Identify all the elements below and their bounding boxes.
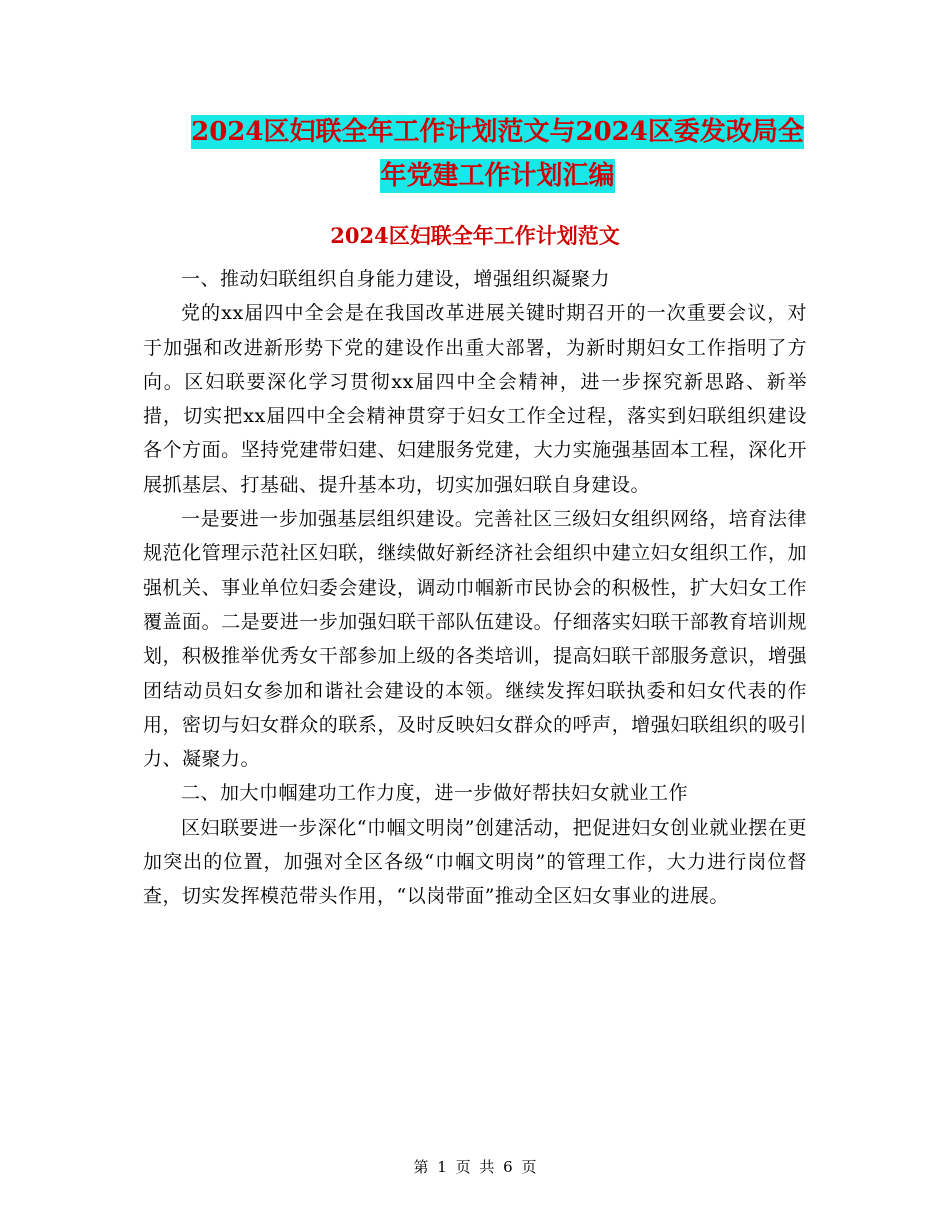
page-footer: 第 1 页 共 6 页 — [413, 1158, 537, 1176]
body-paragraph: 一、推动妇联组织自身能力建设，增强组织凝聚力 — [181, 268, 611, 290]
body-paragraph: 二、加大巾帼建功工作力度，进一步做好帮扶妇女就业工作 — [181, 782, 689, 805]
body-paragraph: 党的xx届四中全会是在我国改革进展关键时期召开的一次重要会议，对于加强和改进新形势下党的建设作出重大部署，为新时期妇女工作指明了方向。区妇联要深化学习贯彻xx届四中全会精神，进一步探究新思路、新举措，切实把xx届四中全会精神贯穿于妇女工作全过程，落实到妇联组织建设各个方面。坚持党建带妇建、妇建服务党建，大力实施强基固本工程，深化开展抓基层、打基础、提升基本功，切实加强妇联自身建设。 — [143, 302, 807, 496]
document-title — [185, 110, 810, 198]
document-body — [143, 262, 807, 914]
document-title-highlight: 2024区妇联全年工作计划范文与2024区委发改局全年党建工作计划汇编 — [191, 117, 804, 191]
body-paragraph: 一是要进一步加强基层组织建设。完善社区三级妇女组织网络，培育法律规范化管理示范社区妇联，继续做好新经济社会组织中建立妇女组织工作，加强机关、事业单位妇委会建设，调动巾帼新市民协会的积极性，扩大妇女工作覆盖面。二是要进一步加强妇联干部队伍建设。仔细落实妇联干部教育培训规划，积极推举优秀女干部参加上级的各类培训，提高妇联干部服务意识，增强团结动员妇女参加和谐社会建设的本领。继续发挥妇联执委和妇女代表的作用，密切与妇女群众的联系，及时反映妇女群众的呼声，增强妇联组织的吸引力、凝聚力。 — [143, 508, 807, 771]
section-title: 2024区妇联全年工作计划范文 — [330, 223, 620, 248]
body-paragraph: 区妇联要进一步深化“巾帼文明岗”创建活动，把促进妇女创业就业摆在更加突出的位置，加强对全区各级“巾帼文明岗”的管理工作，大力进行岗位督查，切实发挥模范带头作用，“以岗带面”推动全区妇女事业的进展。 — [143, 816, 807, 908]
